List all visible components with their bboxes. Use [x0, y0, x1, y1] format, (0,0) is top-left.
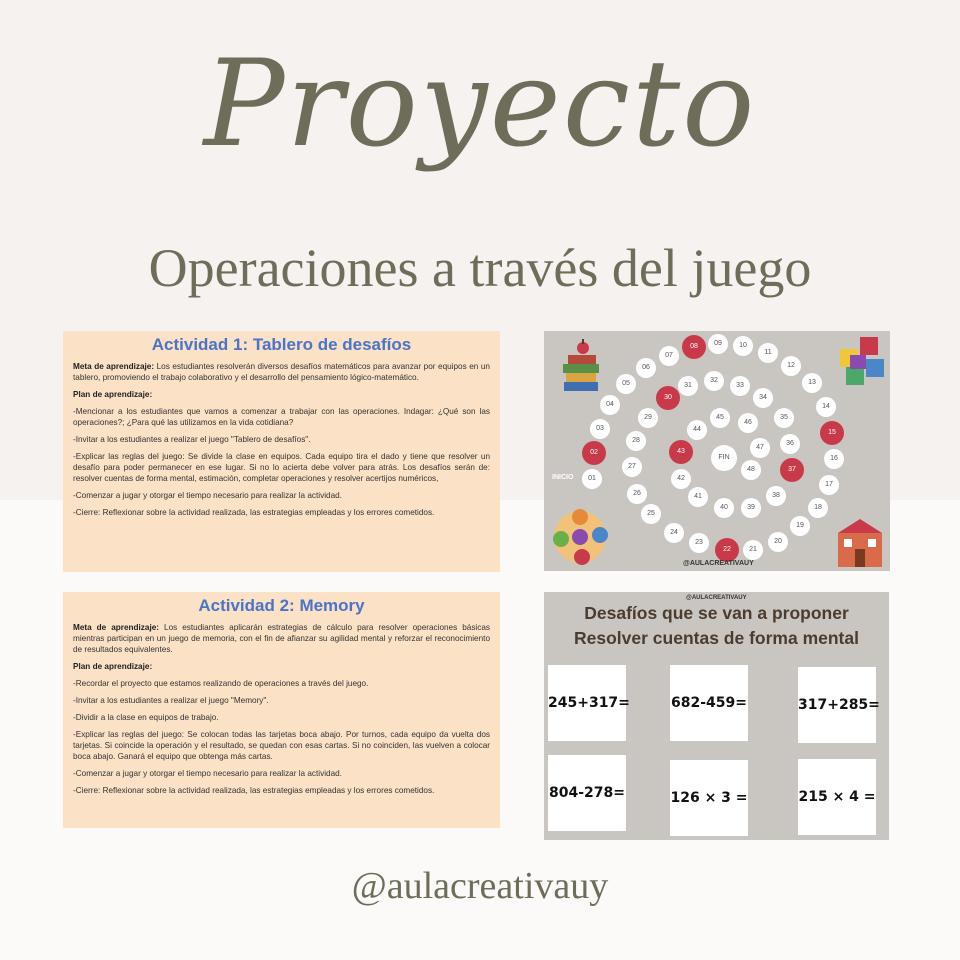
board-cell: 12: [781, 356, 801, 376]
challenges-title: [544, 601, 889, 651]
board-cell: 44: [687, 420, 707, 440]
page-title: Proyecto: [203, 35, 757, 174]
goal-text: Los estudiantes resolverán diversos desafíos matemáticos para avanzar por equipos en un tablero, promoviendo el trabajo colaborativo y el desarrollo del pensamiento lógico-matemático.: [73, 362, 490, 382]
activity-1-plan-label: Plan de aprendizaje:: [73, 390, 153, 399]
footer-handle: @aulacreativauy: [351, 865, 609, 907]
board-cell: 38: [766, 486, 786, 506]
board-cell: 43: [669, 440, 693, 464]
goal-label: Meta de aprendizaje:: [73, 623, 160, 632]
board-cell: 21: [743, 540, 763, 560]
goal-text: Los estudiantes aplicarán estrategias de cálculo para resolver operaciones básicas mientras participan en un juego de memoria, con el fin de afianzar su agilidad mental y reforzar el reconocimiento de resultados equivalentes.: [73, 623, 490, 654]
board-cell: 19: [790, 516, 810, 536]
activity-1-step: -Comenzar a jugar y otorgar el tiempo necesario para realizar la actividad.: [73, 491, 342, 500]
children-circle-icon: [550, 507, 610, 567]
challenges-title-line2: Resolver cuentas de forma mental: [574, 628, 859, 648]
activity-2-step: -Invitar a los estudiantes a realizar el juego "Memory".: [73, 696, 269, 705]
board-cell: 16: [824, 449, 844, 469]
board-cell: 39: [741, 498, 761, 518]
board-cell: 41: [688, 487, 708, 507]
activity-2-goal: [73, 622, 490, 655]
board-cell: 18: [808, 498, 828, 518]
board-cell: 05: [616, 374, 636, 394]
activity-1-step: -Explicar las reglas del juego: Se divide la clase en equipos. Cada equipo tira el dado y tiene que resolver un desafío para poder permanecer en ese lugar. Si no lo acierta debe volver para atrás. Los desafíos serán de: resolver cuentas de forma mental, estimación, completar operaciones y resolver acertijos numéricos,: [73, 452, 490, 483]
board-cell: 28: [626, 431, 646, 451]
board-cell: 47: [750, 438, 770, 458]
board-cell: 32: [704, 371, 724, 391]
board-cell: 45: [710, 408, 730, 428]
board-cell: 06: [636, 358, 656, 378]
board-cell: 33: [730, 376, 750, 396]
board-cell: 13: [802, 373, 822, 393]
activity-1-card: [63, 331, 500, 572]
activity-1-goal: [73, 361, 490, 383]
board-cell: 46: [738, 413, 758, 433]
board-cell: 37: [780, 458, 804, 482]
activity-1-step: -Cierre: Reflexionar sobre la actividad realizada, las estrategias empleadas y los errores cometidos.: [73, 508, 435, 517]
board-cell: 35: [774, 408, 794, 428]
school-building-icon: [830, 517, 890, 569]
board-cell: 29: [638, 408, 658, 428]
board-cell: 27: [622, 457, 642, 477]
board-cell: 48: [741, 460, 761, 480]
board-cell: 34: [753, 388, 773, 408]
board-cell: 30: [656, 386, 680, 410]
board-cell: 22: [715, 538, 739, 562]
activity-2-heading: Actividad 2: Memory: [198, 596, 365, 615]
activity-2-step: -Cierre: Reflexionar sobre la actividad realizada, las estrategias empleadas y los errores cometidos.: [73, 786, 435, 795]
board-cell: 31: [678, 376, 698, 396]
board-cell: 04: [600, 395, 620, 415]
board-cell: 40: [714, 498, 734, 518]
board-cell: 07: [659, 346, 679, 366]
goal-label: Meta de aprendizaje:: [73, 362, 155, 371]
board-cell: 25: [641, 504, 661, 524]
board-cell: 02: [582, 441, 606, 465]
board-caption: @AULACREATIVAUY: [683, 560, 754, 567]
board-cell: 26: [627, 484, 647, 504]
activity-2-step: -Comenzar a jugar y otorgar el tiempo necesario para realizar la actividad.: [73, 769, 342, 778]
board-cell: 42: [671, 469, 691, 489]
board-cell: 01: [582, 469, 602, 489]
operation-card: 682-459=: [670, 665, 748, 741]
board-cell: 08: [682, 335, 706, 359]
operation-card: 317+285=: [798, 667, 876, 743]
board-finish-cell: FIN: [711, 445, 737, 471]
activity-2-step: -Explicar las reglas del juego: Se colocan todas las tarjetas boca abajo. Por turnos, cada equipo da vuelta dos tarjetas. Si coincide la operación y el resultado, se quedan con esas cartas. Si no coinciden, las vuelven a colocar boca abajo. Ganará el equipo que obtenga más cartas.: [73, 730, 490, 761]
activity-1-step: -Invitar a los estudiantes a realizar el juego "Tablero de desafíos".: [73, 435, 311, 444]
activity-2-step: -Recordar el proyecto que estamos realizando de operaciones a través del juego.: [73, 679, 369, 688]
operation-card: 126 × 3 =: [670, 760, 748, 836]
operation-card: 215 × 4 =: [798, 759, 876, 835]
board-cell: 36: [780, 434, 800, 454]
board-cell: 20: [768, 532, 788, 552]
challenges-handle: @AULACREATIVAUY: [686, 595, 747, 601]
activity-1-step: -Mencionar a los estudiantes que vamos a comenzar a trabajar con las operaciones. Indagar: ¿Qué son las operaciones?; ¿Para qué las utilizamos en la vida cotidiana?: [73, 407, 490, 427]
board-cell: 09: [708, 334, 728, 354]
board-cell: 03: [590, 419, 610, 439]
activity-2-step: -Dividir a la clase en equipos de trabajo.: [73, 713, 219, 722]
challenges-title-line1: Desafíos que se van a proponer: [584, 603, 849, 623]
board-cell: 11: [758, 343, 778, 363]
operation-card: 245+317=: [548, 665, 626, 741]
activity-1-heading: Actividad 1: Tablero de desafíos: [151, 335, 412, 354]
page-subtitle: Operaciones a través del juego: [148, 238, 812, 298]
board-cell: 10: [733, 336, 753, 356]
board-cell: 14: [816, 397, 836, 417]
activity-2-card: [63, 592, 500, 828]
board-cell: 23: [689, 533, 709, 553]
activity-2-plan-label: Plan de aprendizaje:: [73, 662, 153, 671]
board-cell: 15: [820, 421, 844, 445]
books-apple-icon: [556, 336, 606, 396]
board-cell: 24: [664, 523, 684, 543]
board-cell: 17: [819, 475, 839, 495]
operation-card: 804-278=: [548, 755, 626, 831]
puzzle-icon: [836, 333, 890, 389]
board-start-label: INICIO: [552, 474, 574, 481]
